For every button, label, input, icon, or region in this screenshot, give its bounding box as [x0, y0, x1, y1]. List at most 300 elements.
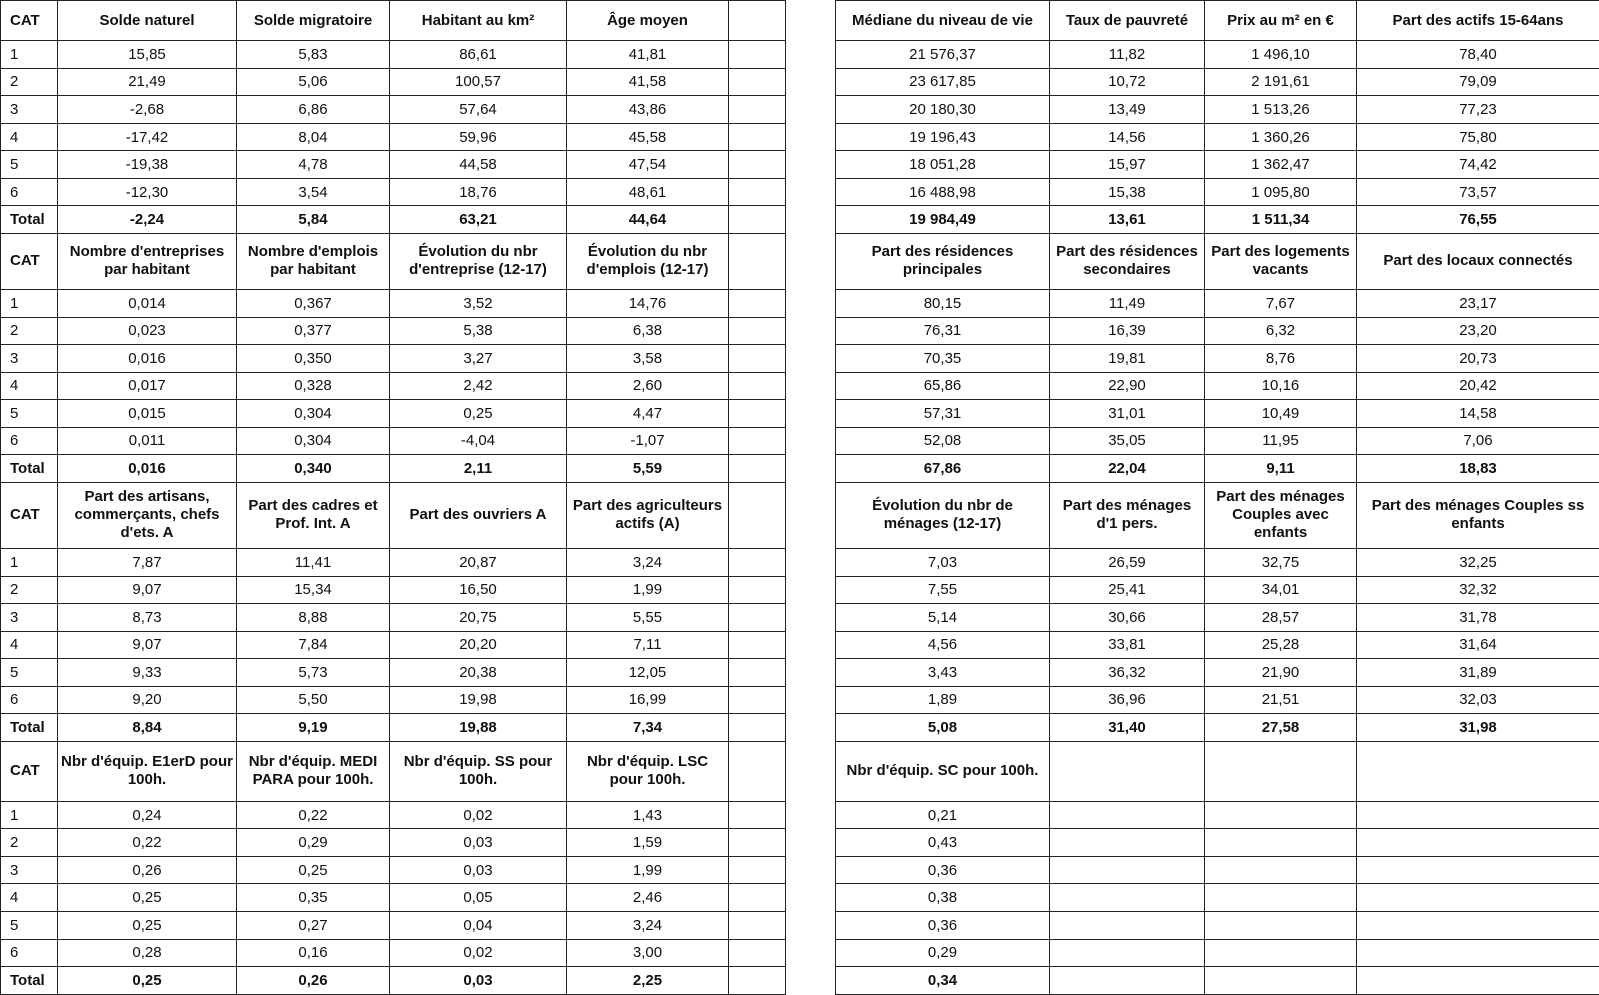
column-header [729, 741, 786, 801]
category-cell: 4 [1, 372, 58, 400]
data-cell: 0,22 [237, 801, 390, 829]
data-cell: 31,89 [1357, 659, 1599, 687]
data-cell: 9,07 [58, 576, 237, 604]
data-cell: 0,28 [58, 939, 237, 967]
data-cell: 1,99 [567, 576, 729, 604]
data-cell: 0,16 [237, 939, 390, 967]
column-header: Évolution du nbr d'entreprise (12-17) [390, 233, 567, 289]
data-cell: 11,82 [1050, 41, 1205, 69]
data-cell [729, 967, 786, 995]
data-cell: 7,34 [567, 714, 729, 742]
data-cell: 65,86 [836, 372, 1050, 400]
data-cell [729, 290, 786, 318]
table-row [1, 400, 786, 428]
data-cell [729, 714, 786, 742]
data-cell: 21 576,37 [836, 41, 1050, 69]
data-cell [1205, 829, 1357, 857]
column-header: CAT [1, 233, 58, 289]
table-row [1, 549, 786, 577]
data-cell: 9,11 [1205, 455, 1357, 483]
header-row [836, 741, 1599, 801]
table-row [1, 939, 786, 967]
data-cell: 2,11 [390, 455, 567, 483]
column-header: Âge moyen [567, 1, 729, 41]
data-cell: 41,81 [567, 41, 729, 69]
data-cell [729, 317, 786, 345]
data-cell: 0,02 [390, 801, 567, 829]
table-row [1, 686, 786, 714]
table-row [1, 631, 786, 659]
data-cell [729, 801, 786, 829]
data-cell: 3,27 [390, 345, 567, 373]
data-cell: 0,25 [237, 856, 390, 884]
data-cell: 31,78 [1357, 604, 1599, 632]
data-cell: 2,42 [390, 372, 567, 400]
column-header: Part des ouvriers A [390, 482, 567, 548]
data-cell: 20,38 [390, 659, 567, 687]
data-cell [729, 549, 786, 577]
data-cell [1357, 884, 1599, 912]
table-row [1, 96, 786, 124]
data-cell: 30,66 [1050, 604, 1205, 632]
data-cell: 52,08 [836, 427, 1050, 455]
data-cell [729, 884, 786, 912]
table-row [1, 856, 786, 884]
data-cell: 3,24 [567, 912, 729, 940]
column-header [1357, 741, 1599, 801]
data-cell [729, 372, 786, 400]
data-cell: 75,80 [1357, 123, 1599, 151]
data-cell: 19,81 [1050, 345, 1205, 373]
data-cell: 5,06 [237, 68, 390, 96]
column-header: Prix au m² en € [1205, 1, 1357, 41]
data-cell: 80,15 [836, 290, 1050, 318]
data-cell: 74,42 [1357, 151, 1599, 179]
data-cell [1050, 801, 1205, 829]
data-cell: 0,21 [836, 801, 1050, 829]
category-cell: 4 [1, 123, 58, 151]
data-cell: 0,38 [836, 884, 1050, 912]
data-cell: 11,95 [1205, 427, 1357, 455]
data-cell: 41,58 [567, 68, 729, 96]
data-cell: 23,17 [1357, 290, 1599, 318]
category-cell: 4 [1, 631, 58, 659]
data-cell: 20,87 [390, 549, 567, 577]
data-cell: 8,88 [237, 604, 390, 632]
data-cell: -12,30 [58, 178, 237, 206]
data-cell: 35,05 [1050, 427, 1205, 455]
table-row [1, 829, 786, 857]
category-cell: 3 [1, 96, 58, 124]
table-row [1, 151, 786, 179]
column-header: CAT [1, 1, 58, 41]
column-header: Taux de pauvreté [1050, 1, 1205, 41]
data-cell: 0,350 [237, 345, 390, 373]
category-cell: Total [1, 714, 58, 742]
data-cell: 0,29 [237, 829, 390, 857]
table-row [1, 178, 786, 206]
column-header [729, 1, 786, 41]
total-row [1, 455, 786, 483]
column-header [729, 482, 786, 548]
data-cell: 47,54 [567, 151, 729, 179]
data-cell: 8,76 [1205, 345, 1357, 373]
data-cell: 1,99 [567, 856, 729, 884]
column-header: Part des agriculteurs actifs (A) [567, 482, 729, 548]
data-cell: 9,07 [58, 631, 237, 659]
column-header: Part des ménages Couples avec enfants [1205, 482, 1357, 548]
data-cell: 9,20 [58, 686, 237, 714]
data-cell: 3,43 [836, 659, 1050, 687]
table-row [836, 659, 1599, 687]
data-cell: 0,36 [836, 912, 1050, 940]
table-row [1, 372, 786, 400]
column-header: Médiane du niveau de vie [836, 1, 1050, 41]
data-cell: 34,01 [1205, 576, 1357, 604]
table-row [836, 123, 1599, 151]
data-cell: 0,03 [390, 856, 567, 884]
data-cell: 0,25 [390, 400, 567, 428]
table-row [836, 884, 1599, 912]
table-row [836, 96, 1599, 124]
data-cell: 0,29 [836, 939, 1050, 967]
table-row [1, 427, 786, 455]
category-cell: 6 [1, 939, 58, 967]
data-cell: 20 180,30 [836, 96, 1050, 124]
data-cell: 15,85 [58, 41, 237, 69]
data-cell: 44,64 [567, 206, 729, 234]
data-cell: 63,21 [390, 206, 567, 234]
data-cell: 7,84 [237, 631, 390, 659]
data-cell: 1 511,34 [1205, 206, 1357, 234]
data-cell [1050, 829, 1205, 857]
table-row [1, 123, 786, 151]
data-cell: 44,58 [390, 151, 567, 179]
data-cell [729, 829, 786, 857]
data-cell: 20,73 [1357, 345, 1599, 373]
data-cell [729, 96, 786, 124]
table-row [836, 829, 1599, 857]
data-cell: 19 984,49 [836, 206, 1050, 234]
header-row [836, 1, 1599, 41]
data-cell: 10,72 [1050, 68, 1205, 96]
data-cell: 32,03 [1357, 686, 1599, 714]
data-cell [729, 631, 786, 659]
data-cell: 7,55 [836, 576, 1050, 604]
table-row [836, 856, 1599, 884]
table-row [1, 345, 786, 373]
data-cell: 73,57 [1357, 178, 1599, 206]
data-cell: 6,38 [567, 317, 729, 345]
data-cell: 0,27 [237, 912, 390, 940]
category-cell: 2 [1, 829, 58, 857]
data-cell: 7,87 [58, 549, 237, 577]
data-cell: 7,06 [1357, 427, 1599, 455]
data-cell [1205, 939, 1357, 967]
data-cell: 13,49 [1050, 96, 1205, 124]
data-cell: 0,34 [836, 967, 1050, 995]
data-cell: 20,42 [1357, 372, 1599, 400]
column-header: Part des logements vacants [1205, 233, 1357, 289]
category-cell: 3 [1, 604, 58, 632]
data-cell: 2,60 [567, 372, 729, 400]
total-row [1, 967, 786, 995]
data-cell: 0,25 [58, 967, 237, 995]
column-header: Nbr d'équip. SS pour 100h. [390, 741, 567, 801]
data-cell [729, 455, 786, 483]
data-cell: 1 360,26 [1205, 123, 1357, 151]
data-cell: 36,96 [1050, 686, 1205, 714]
column-header [1050, 741, 1205, 801]
data-cell: -19,38 [58, 151, 237, 179]
data-cell: 14,56 [1050, 123, 1205, 151]
table-row [836, 68, 1599, 96]
data-cell: 5,14 [836, 604, 1050, 632]
category-cell: 2 [1, 68, 58, 96]
data-cell: 76,31 [836, 317, 1050, 345]
data-cell: 20,20 [390, 631, 567, 659]
data-cell: 45,58 [567, 123, 729, 151]
data-cell: 13,61 [1050, 206, 1205, 234]
data-cell: 3,54 [237, 178, 390, 206]
table-row [836, 345, 1599, 373]
data-cell: 18,76 [390, 178, 567, 206]
column-header: Nbr d'équip. MEDI PARA pour 100h. [237, 741, 390, 801]
data-cell [1357, 912, 1599, 940]
header-row [1, 482, 786, 548]
data-cell: 0,015 [58, 400, 237, 428]
table-row [1, 290, 786, 318]
header-row [1, 233, 786, 289]
data-cell: 3,52 [390, 290, 567, 318]
data-cell: 0,011 [58, 427, 237, 455]
data-cell: 9,33 [58, 659, 237, 687]
data-cell: 0,35 [237, 884, 390, 912]
column-header: Nbr d'équip. LSC pour 100h. [567, 741, 729, 801]
data-cell: 43,86 [567, 96, 729, 124]
table-row [1, 576, 786, 604]
data-cell: 27,58 [1205, 714, 1357, 742]
data-cell: 5,50 [237, 686, 390, 714]
data-cell: 15,38 [1050, 178, 1205, 206]
table-row [836, 912, 1599, 940]
data-cell: 4,78 [237, 151, 390, 179]
data-cell: 0,03 [390, 967, 567, 995]
data-cell: 5,84 [237, 206, 390, 234]
data-cell: 32,25 [1357, 549, 1599, 577]
data-cell: 9,19 [237, 714, 390, 742]
data-cell [729, 178, 786, 206]
data-cell: 0,377 [237, 317, 390, 345]
data-cell: 5,38 [390, 317, 567, 345]
table-row [836, 372, 1599, 400]
data-cell [1357, 829, 1599, 857]
table-row [836, 400, 1599, 428]
data-cell: 78,40 [1357, 41, 1599, 69]
data-cell: 67,86 [836, 455, 1050, 483]
data-cell: 25,41 [1050, 576, 1205, 604]
data-cell: 5,08 [836, 714, 1050, 742]
data-cell: 4,47 [567, 400, 729, 428]
data-cell: 14,76 [567, 290, 729, 318]
table-row [1, 41, 786, 69]
category-cell: Total [1, 455, 58, 483]
data-cell: 16,39 [1050, 317, 1205, 345]
column-header: Nombre d'entreprises par habitant [58, 233, 237, 289]
data-cell [729, 659, 786, 687]
table-row [836, 631, 1599, 659]
table-row [836, 427, 1599, 455]
data-cell: 3,00 [567, 939, 729, 967]
data-cell: 0,023 [58, 317, 237, 345]
category-cell: 3 [1, 345, 58, 373]
data-cell: 8,84 [58, 714, 237, 742]
column-header: Part des cadres et Prof. Int. A [237, 482, 390, 548]
category-cell: 6 [1, 427, 58, 455]
data-cell: 57,64 [390, 96, 567, 124]
data-cell: 26,59 [1050, 549, 1205, 577]
data-cell: 1,43 [567, 801, 729, 829]
data-cell: 0,25 [58, 912, 237, 940]
data-cell: 1,59 [567, 829, 729, 857]
data-cell: 21,90 [1205, 659, 1357, 687]
data-cell: 0,36 [836, 856, 1050, 884]
data-cell: 1 496,10 [1205, 41, 1357, 69]
data-cell: 70,35 [836, 345, 1050, 373]
data-cell: 31,01 [1050, 400, 1205, 428]
column-header: Part des résidences principales [836, 233, 1050, 289]
data-cell: 0,328 [237, 372, 390, 400]
data-cell [1205, 912, 1357, 940]
table-row [836, 290, 1599, 318]
column-header: CAT [1, 482, 58, 548]
data-cell: 2,25 [567, 967, 729, 995]
data-cell [729, 151, 786, 179]
data-cell: 23 617,85 [836, 68, 1050, 96]
data-cell: 31,40 [1050, 714, 1205, 742]
data-cell [729, 576, 786, 604]
category-cell: 3 [1, 856, 58, 884]
data-cell [729, 939, 786, 967]
data-cell: 48,61 [567, 178, 729, 206]
data-cell: 6,86 [237, 96, 390, 124]
data-cell: 2 191,61 [1205, 68, 1357, 96]
table-row [836, 41, 1599, 69]
total-row [1, 206, 786, 234]
data-cell: 0,43 [836, 829, 1050, 857]
data-cell: 5,73 [237, 659, 390, 687]
data-cell [1357, 967, 1599, 995]
data-cell: 5,59 [567, 455, 729, 483]
data-cell [729, 41, 786, 69]
category-cell: 1 [1, 549, 58, 577]
data-cell: 10,16 [1205, 372, 1357, 400]
data-cell: 33,81 [1050, 631, 1205, 659]
data-cell [1050, 912, 1205, 940]
data-cell: 5,83 [237, 41, 390, 69]
data-cell: 0,016 [58, 455, 237, 483]
data-cell: 11,41 [237, 549, 390, 577]
data-cell: -1,07 [567, 427, 729, 455]
column-header: Solde naturel [58, 1, 237, 41]
category-cell: 5 [1, 151, 58, 179]
data-cell: 1 513,26 [1205, 96, 1357, 124]
category-cell: 1 [1, 290, 58, 318]
data-cell: 21,49 [58, 68, 237, 96]
data-cell: 22,04 [1050, 455, 1205, 483]
data-cell: 19,98 [390, 686, 567, 714]
data-cell [729, 856, 786, 884]
data-cell: 19 196,43 [836, 123, 1050, 151]
table-row [836, 604, 1599, 632]
data-cell: 21,51 [1205, 686, 1357, 714]
data-cell: 6,32 [1205, 317, 1357, 345]
column-header: Part des artisans, commerçants, chefs d'ets. A [58, 482, 237, 548]
data-cell: 3,24 [567, 549, 729, 577]
data-cell: 1,89 [836, 686, 1050, 714]
table-row [836, 939, 1599, 967]
data-cell: 0,340 [237, 455, 390, 483]
data-cell: 19,88 [390, 714, 567, 742]
data-cell [1357, 939, 1599, 967]
data-cell: 0,26 [58, 856, 237, 884]
data-cell: 1 362,47 [1205, 151, 1357, 179]
data-cell: -17,42 [58, 123, 237, 151]
column-header: CAT [1, 741, 58, 801]
data-cell: 15,97 [1050, 151, 1205, 179]
data-cell: 77,23 [1357, 96, 1599, 124]
data-cell [729, 400, 786, 428]
data-cell: 16,50 [390, 576, 567, 604]
data-cell [729, 345, 786, 373]
data-cell: 18 051,28 [836, 151, 1050, 179]
data-cell: 1 095,80 [1205, 178, 1357, 206]
column-header: Nbr d'équip. SC pour 100h. [836, 741, 1050, 801]
data-cell [1357, 801, 1599, 829]
table-row [1, 68, 786, 96]
category-cell: 5 [1, 400, 58, 428]
data-cell [1205, 967, 1357, 995]
header-row [836, 233, 1599, 289]
data-cell: 5,55 [567, 604, 729, 632]
data-cell [729, 123, 786, 151]
data-cell: 25,28 [1205, 631, 1357, 659]
data-cell: 2,46 [567, 884, 729, 912]
total-row [836, 455, 1599, 483]
data-cell: 0,304 [237, 427, 390, 455]
category-cell: 1 [1, 801, 58, 829]
data-cell: 14,58 [1357, 400, 1599, 428]
data-cell: 57,31 [836, 400, 1050, 428]
data-cell: 36,32 [1050, 659, 1205, 687]
data-cell: 16 488,98 [836, 178, 1050, 206]
data-cell: 7,67 [1205, 290, 1357, 318]
table-row [1, 604, 786, 632]
column-header: Nombre d'emplois par habitant [237, 233, 390, 289]
data-cell: 0,22 [58, 829, 237, 857]
data-cell: 0,016 [58, 345, 237, 373]
data-cell: 7,11 [567, 631, 729, 659]
data-cell [729, 686, 786, 714]
data-cell: 28,57 [1205, 604, 1357, 632]
table-row [1, 884, 786, 912]
header-row [1, 1, 786, 41]
data-cell [1050, 967, 1205, 995]
data-cell: 0,03 [390, 829, 567, 857]
data-cell: 20,75 [390, 604, 567, 632]
data-cell: 22,90 [1050, 372, 1205, 400]
data-cell: 23,20 [1357, 317, 1599, 345]
